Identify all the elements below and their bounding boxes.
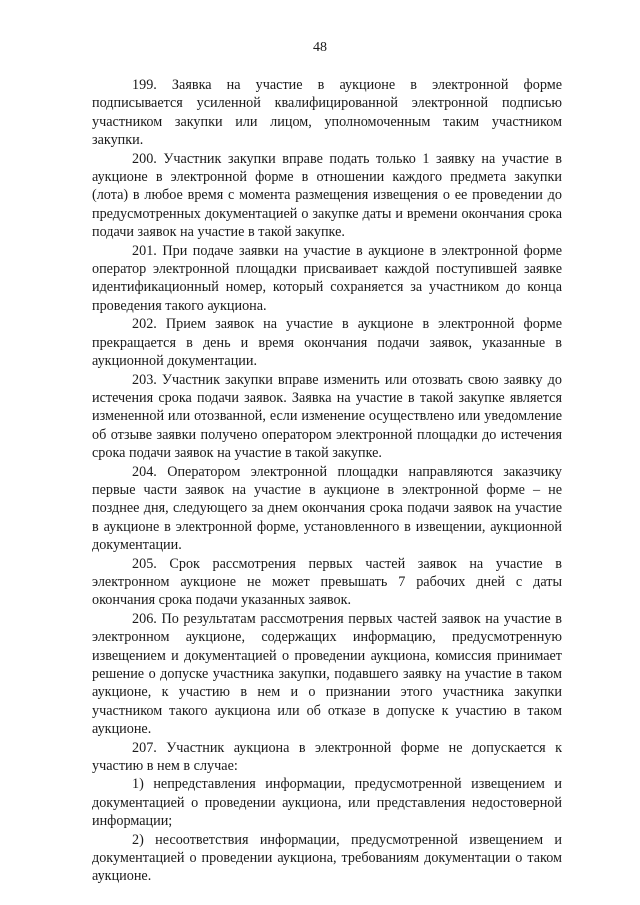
paragraph-202: 202. Прием заявок на участие в аукционе в электронной форме прекращается в день и время окончания подачи заявок, указанные в аукционной документации. xyxy=(92,316,562,370)
paragraph-204: 204. Оператором электронной площадки направляются заказчику первые части заявок на участие в аукционе в электронной форме – не позднее дня, следующего за днем окончания срока подачи заявок на участие в аукционе в электронной форме, установленного в извещении, аукционной документации. xyxy=(92,463,562,554)
paragraph-201: 201. При подаче заявки на участие в аукционе в электронной форме оператор электронной площадки присваивает каждой поступившей заявке идентификационный номер, который сохраняется за участником до конца проведения такого аукциона. xyxy=(92,242,562,314)
paragraph-199: 199. Заявка на участие в аукционе в электронной форме подписывается усиленной квалифицированной электронной подписью участником закупки или лицом, уполномоченным таким участником закупки. xyxy=(92,77,562,149)
paragraph-207-item-2: 2) несоответствия информации, предусмотренной извещением и документацией о проведении аукциона, требованиям документации о таком аукционе. xyxy=(92,831,562,885)
paragraph-207: 207. Участник аукциона в электронной форме не допускается к участию в нем в случае: xyxy=(92,739,562,775)
paragraph-200: 200. Участник закупки вправе подать только 1 заявку на участие в аукционе в электронной форме в отношении каждого предмета закупки (лота) в любое время с момента размещения извещения о ее проведении до предусмотренных документацией о закупке даты и времени окончания срока подачи заявок на участие в такой закупке. xyxy=(92,150,562,241)
page-number: 48 xyxy=(313,40,327,55)
document-body xyxy=(92,76,562,886)
paragraph-203: 203. Участник закупки вправе изменить или отозвать свою заявку до истечения срока подачи заявок. Заявка на участие в такой закупке является измененной или отозванной, если изменение осуществлено или уведомление об отзыве заявки получено оператором электронной площадки до истечения срока подачи заявок на участие в такой закупке. xyxy=(92,371,562,462)
paragraph-207-item-1: 1) непредставления информации, предусмотренной извещением и документацией о проведении аукциона, или представления недостоверной информации; xyxy=(92,776,562,830)
paragraph-205: 205. Срок рассмотрения первых частей заявок на участие в электронном аукционе не может превышать 7 рабочих дней с даты окончания срока подачи указанных заявок. xyxy=(92,555,562,609)
paragraph-206: 206. По результатам рассмотрения первых частей заявок на участие в электронном аукционе, содержащих информацию, предусмотренную извещением и документацией о проведении аукциона, комиссия принимает решение о допуске участника закупки, подавшего заявку на участие в таком аукционе, к участию в нем и о признании этого участника закупки участником такого аукциона или об отказе в допуске к участию в таком аукционе. xyxy=(92,610,562,738)
